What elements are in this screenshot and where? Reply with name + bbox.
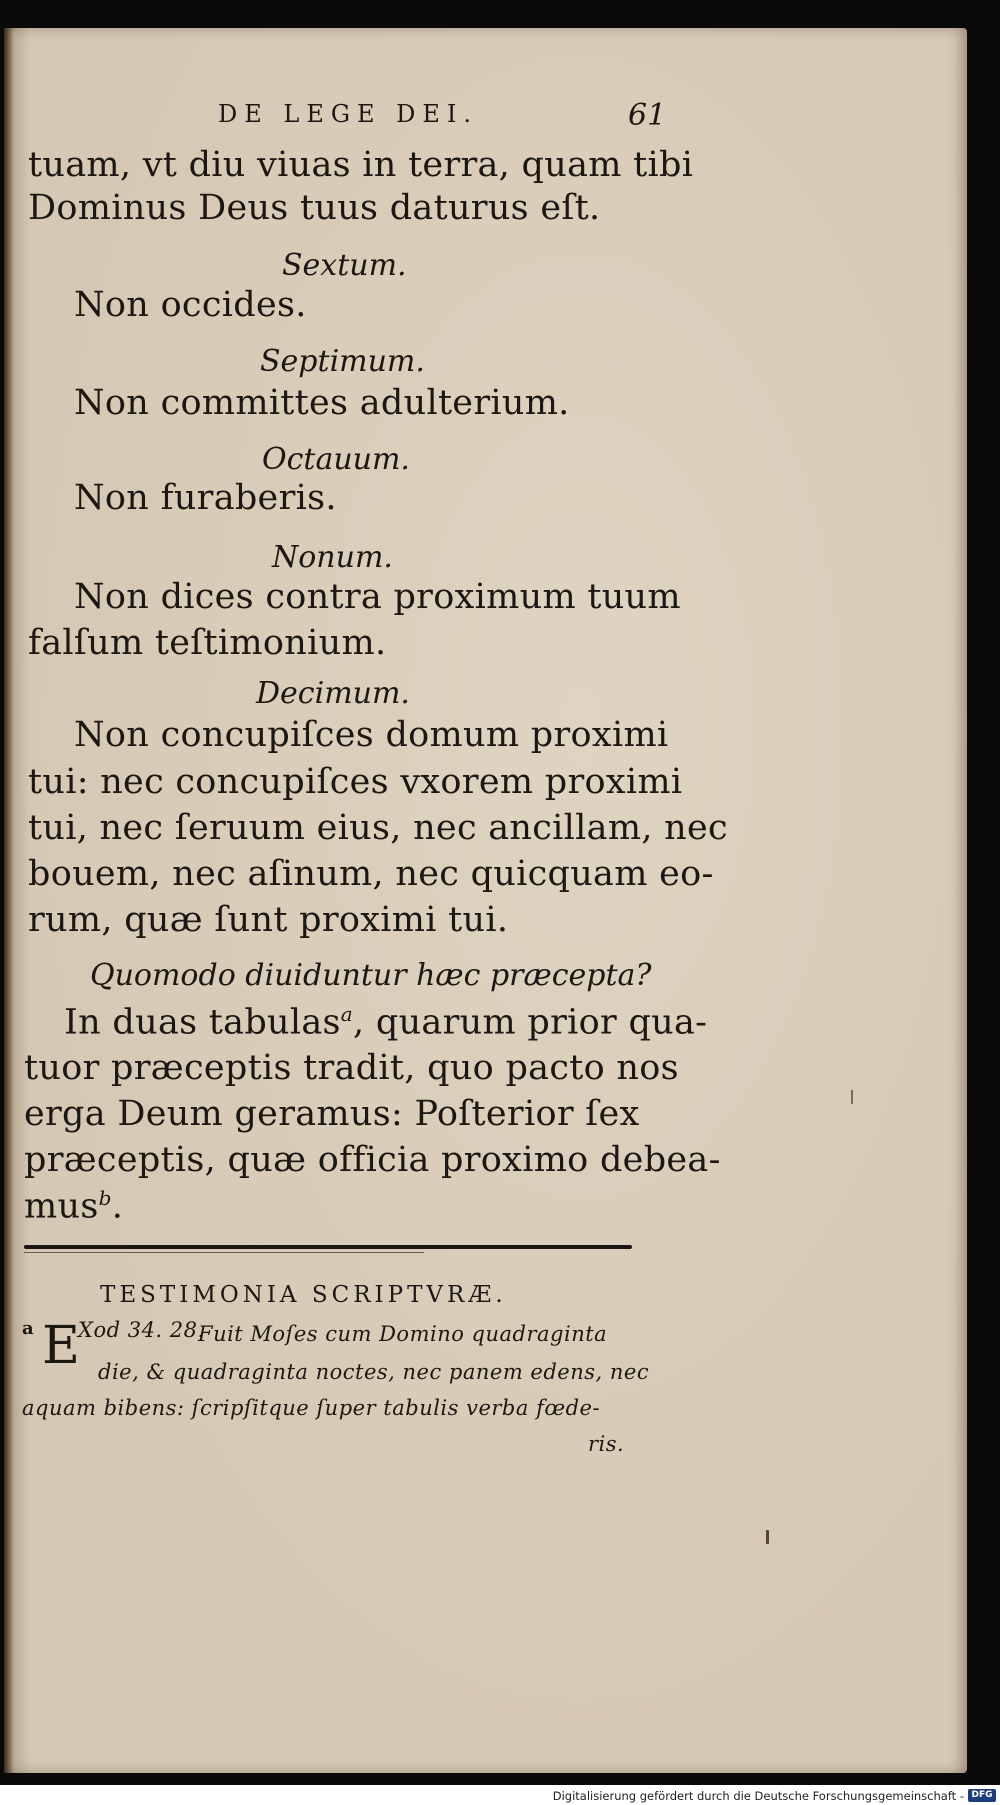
answer-text: mus	[24, 1186, 99, 1227]
footnote-text: Fuit Moſes cum Domino quadraginta	[198, 1322, 608, 1346]
text-line: tuam, vt diu viuas in terra, quam tibi	[28, 145, 694, 185]
digitization-credit: Digitalisierung gefördert durch die Deutsche Forschungsgemeinschaft -	[552, 1789, 964, 1803]
commandment-text: tui: nec concupiſces vxorem proximi	[28, 762, 683, 802]
commandment-text: Non occides.	[74, 285, 307, 325]
section-rule-thin	[24, 1252, 424, 1253]
answer-text: , quarum prior qua-	[353, 1002, 708, 1043]
answer-line	[24, 1186, 123, 1227]
page-number: 61	[628, 98, 667, 133]
section-rule	[24, 1245, 632, 1249]
page-gutter-shadow	[4, 28, 14, 1773]
answer-line: tuor præceptis tradit, quo pacto nos	[24, 1048, 679, 1088]
commandment-text: Non dices contra proximum tuum	[74, 577, 681, 617]
footnote-text: die, & quadraginta noctes, nec panem edens, nec	[98, 1360, 650, 1384]
commandment-text: tui, nec ſeruum eius, nec ancillam, nec	[28, 808, 728, 848]
answer-line: erga Deum geramus: Poſterior ſex	[24, 1094, 640, 1134]
footer-bar	[0, 1785, 1000, 1805]
answer-text: In duas tabulas	[64, 1002, 341, 1043]
ink-speck	[851, 1090, 853, 1104]
footnote-ref: b	[98, 1186, 112, 1210]
footnote-marker: a	[22, 1318, 34, 1339]
footnote-text: ris.	[588, 1432, 625, 1456]
commandment-text: Non committes adulterium.	[74, 383, 570, 423]
ink-speck	[766, 1530, 769, 1544]
testimonia-heading: TESTIMONIA SCRIPTVRÆ.	[100, 1282, 507, 1308]
dfg-logo: DFG	[968, 1789, 996, 1802]
commandment-text: bouem, nec aſinum, nec quicquam eo-	[28, 854, 714, 894]
text-line: Dominus Deus tuus daturus eſt.	[28, 188, 601, 228]
drop-cap: E	[42, 1316, 80, 1376]
commandment-text: falſum teſtimonium.	[28, 623, 387, 663]
commandment-text: Non furaberis.	[74, 478, 337, 518]
question: Quomodo diuiduntur hæc præcepta?	[90, 958, 652, 993]
answer-text: .	[111, 1186, 124, 1227]
commandment-text: Non concupiſces domum proximi	[74, 715, 669, 755]
answer-line	[64, 1002, 707, 1043]
commandment-heading: Octauum.	[262, 442, 410, 477]
footnote-ref-citation: Xod 34. 28.	[78, 1318, 205, 1342]
footnote-text: aquam bibens: ſcripſitque ſuper tabulis verba fœde-	[22, 1396, 601, 1420]
commandment-text: rum, quæ ſunt proximi tui.	[28, 900, 509, 940]
running-head: DE LEGE DEI.	[218, 100, 479, 128]
footnote-ref: a	[340, 1002, 354, 1026]
commandment-heading: Nonum.	[272, 540, 393, 575]
commandment-heading: Septimum.	[260, 344, 425, 379]
commandment-heading: Sextum.	[282, 248, 407, 283]
answer-line: præceptis, quæ officia proximo debea-	[24, 1140, 721, 1180]
commandment-heading: Decimum.	[256, 676, 410, 711]
